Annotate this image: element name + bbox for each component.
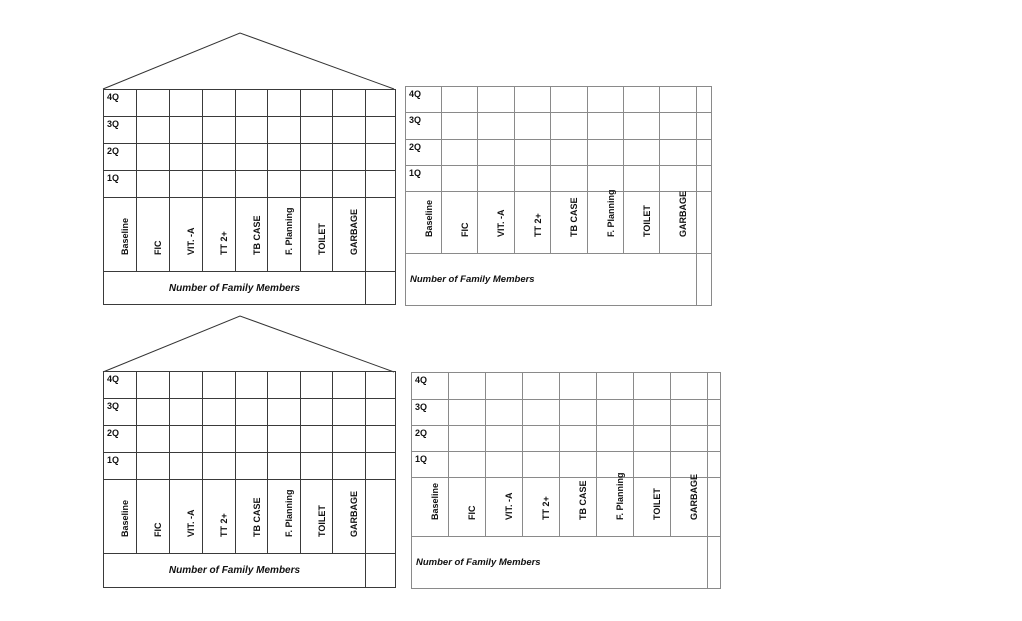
quarter-label: 3Q (104, 117, 137, 144)
house-chart-bottom-left (103, 316, 394, 585)
category-label: FIC (153, 522, 163, 537)
category-label: Baseline (120, 217, 130, 255)
category-label: TB CASE (578, 480, 588, 520)
grid-cell (301, 426, 333, 453)
grid-cell (170, 453, 203, 480)
grid-cell (551, 113, 588, 140)
category-label: FIC (153, 240, 163, 255)
quarter-label: 1Q (104, 453, 137, 480)
grid-cell (333, 90, 366, 117)
grid-cell (634, 400, 671, 426)
grid-cell (366, 480, 396, 554)
row-4q (406, 87, 712, 113)
footer-row (104, 272, 396, 305)
grid-cell (523, 373, 560, 400)
quarter-label: 4Q (406, 87, 442, 113)
grid-cell (203, 117, 236, 144)
family-members-count-cell (366, 554, 396, 588)
grid-cell (697, 140, 712, 166)
quarter-label: 3Q (406, 113, 442, 140)
category-label: Baseline (120, 499, 130, 537)
category-cell (268, 480, 301, 554)
category-cell (551, 192, 588, 254)
quarter-label: 4Q (104, 372, 137, 399)
grid-cell (708, 452, 721, 478)
category-label: TOILET (641, 205, 652, 237)
grid-cell (203, 399, 236, 426)
category-label: GARBAGE (349, 490, 359, 537)
category-label: VIT. -A (496, 209, 506, 237)
row-2q (104, 426, 396, 453)
grid-cell (486, 373, 523, 400)
category-row (104, 198, 396, 272)
category-label: TOILET (652, 488, 662, 520)
grid-cell (170, 426, 203, 453)
category-cell (478, 192, 515, 254)
grid-cell (268, 453, 301, 480)
category-cell (660, 192, 697, 254)
category-cell (170, 480, 203, 554)
quarter-label: 2Q (104, 144, 137, 171)
grid-cell (236, 453, 268, 480)
grid-cell (515, 166, 551, 192)
tracking-grid (405, 86, 712, 306)
row-4q (412, 373, 721, 400)
footer-row (412, 537, 721, 589)
grid-cell (523, 426, 560, 452)
row-3q (104, 399, 396, 426)
grid-cell (523, 452, 560, 478)
category-label: VIT. -A (186, 509, 196, 537)
category-cell (104, 198, 137, 272)
grid-cell (333, 426, 366, 453)
category-label: FIC (467, 505, 477, 520)
category-cell (301, 480, 333, 554)
category-row (104, 480, 396, 554)
footer-row (104, 554, 396, 588)
category-label: TT 2+ (532, 213, 543, 237)
category-cell (333, 480, 366, 554)
grid-cell (634, 373, 671, 400)
grid-cell (697, 166, 712, 192)
category-cell (449, 478, 486, 537)
grid-cell (551, 166, 588, 192)
grid-cell (268, 90, 301, 117)
grid-cell (203, 453, 236, 480)
grid-cell (588, 166, 624, 192)
category-cell (560, 478, 597, 537)
grid-cell (560, 373, 597, 400)
footer-row (406, 254, 712, 306)
grid-cell (478, 140, 515, 166)
category-cell (406, 192, 442, 254)
row-3q (412, 400, 721, 426)
category-label: F. Planning (605, 189, 616, 237)
category-cell (104, 480, 137, 554)
grid-cell (442, 140, 478, 166)
family-members-label: Number of Family Members (412, 537, 708, 589)
grid-cell (708, 478, 721, 537)
grid-cell (236, 372, 268, 399)
grid-cell (486, 400, 523, 426)
grid-cell (515, 113, 551, 140)
grid-cell (301, 171, 333, 198)
grid-cell (588, 140, 624, 166)
family-members-count-cell (697, 254, 712, 306)
grid-chart-top-right (405, 86, 711, 306)
grid-cell (449, 400, 486, 426)
grid-cell (708, 400, 721, 426)
family-members-label: Number of Family Members (104, 554, 366, 588)
grid-cell (137, 144, 170, 171)
grid-cell (366, 171, 396, 198)
category-cell (268, 198, 301, 272)
grid-cell (478, 113, 515, 140)
row-2q (406, 140, 712, 166)
quarter-label: 2Q (104, 426, 137, 453)
quarter-label: 2Q (412, 426, 449, 452)
grid-cell (366, 117, 396, 144)
grid-cell (624, 140, 660, 166)
grid-cell (478, 166, 515, 192)
category-label: TB CASE (251, 497, 262, 537)
grid-cell (449, 426, 486, 452)
tracking-grid (103, 89, 396, 305)
row-2q (412, 426, 721, 452)
grid-cell (697, 192, 712, 254)
grid-cell (551, 87, 588, 113)
grid-cell (203, 171, 236, 198)
family-members-label: Number of Family Members (104, 272, 366, 305)
category-label: Baseline (423, 199, 434, 237)
grid-cell (697, 87, 712, 113)
house-chart-top-left (103, 33, 394, 302)
grid-cell (137, 426, 170, 453)
grid-cell (170, 144, 203, 171)
grid-cell (301, 144, 333, 171)
grid-cell (366, 198, 396, 272)
row-4q (104, 90, 396, 117)
category-label: TOILET (316, 223, 327, 255)
category-cell (624, 192, 660, 254)
grid-cell (170, 171, 203, 198)
category-label: TOILET (316, 505, 327, 537)
category-cell (236, 480, 268, 554)
grid-cell (634, 426, 671, 452)
grid-cell (708, 426, 721, 452)
category-cell (203, 480, 236, 554)
grid-cell (560, 452, 597, 478)
grid-cell (203, 426, 236, 453)
grid-cell (137, 372, 170, 399)
grid-cell (624, 166, 660, 192)
grid-cell (333, 144, 366, 171)
grid-cell (301, 117, 333, 144)
row-3q (104, 117, 396, 144)
category-label: TT 2+ (219, 513, 229, 537)
grid-chart-bottom-right (411, 372, 720, 590)
category-cell (597, 472, 634, 537)
family-members-label: Number of Family Members (406, 254, 697, 306)
quarter-label: 3Q (412, 400, 449, 426)
grid-cell (660, 113, 697, 140)
grid-cell (236, 426, 268, 453)
category-cell (634, 478, 671, 537)
grid-cell (170, 117, 203, 144)
grid-cell (301, 372, 333, 399)
category-cell (442, 192, 478, 254)
grid-cell (449, 373, 486, 400)
category-cell (203, 198, 236, 272)
grid-cell (634, 452, 671, 478)
grid-cell (660, 166, 697, 192)
category-label: Baseline (430, 482, 440, 520)
row-1q (104, 453, 396, 480)
tracking-grid (411, 372, 721, 589)
grid-cell (203, 372, 236, 399)
category-cell (515, 192, 551, 254)
grid-cell (366, 372, 396, 399)
category-cell (588, 189, 624, 254)
quarter-label: 4Q (104, 90, 137, 117)
category-label: GARBAGE (678, 190, 688, 237)
grid-cell (301, 90, 333, 117)
grid-cell (597, 400, 634, 426)
grid-cell (366, 426, 396, 453)
quarter-label: 2Q (406, 140, 442, 166)
grid-cell (671, 426, 708, 452)
grid-cell (449, 452, 486, 478)
grid-cell (515, 140, 551, 166)
grid-cell (671, 373, 708, 400)
grid-cell (560, 426, 597, 452)
category-row (406, 192, 712, 254)
category-cell (137, 198, 170, 272)
grid-cell (268, 171, 301, 198)
category-cell (170, 198, 203, 272)
category-cell (523, 478, 560, 537)
grid-cell (170, 372, 203, 399)
family-members-count-cell (708, 537, 721, 589)
grid-cell (236, 117, 268, 144)
category-cell (137, 480, 170, 554)
grid-cell (301, 399, 333, 426)
grid-cell (333, 399, 366, 426)
category-cell (236, 198, 268, 272)
category-label: F. Planning (615, 472, 625, 520)
grid-cell (708, 373, 721, 400)
category-label: TB CASE (569, 197, 579, 237)
quarter-label: 1Q (406, 166, 442, 192)
grid-cell (170, 90, 203, 117)
category-label: VIT. -A (186, 227, 196, 255)
category-label: TT 2+ (219, 231, 229, 255)
grid-cell (268, 372, 301, 399)
grid-cell (268, 144, 301, 171)
grid-cell (203, 90, 236, 117)
grid-cell (268, 117, 301, 144)
grid-cell (236, 399, 268, 426)
category-label: VIT. -A (504, 492, 514, 520)
grid-cell (236, 90, 268, 117)
grid-cell (478, 87, 515, 113)
category-label: GARBAGE (689, 473, 699, 520)
grid-cell (624, 113, 660, 140)
category-label: GARBAGE (349, 208, 359, 255)
grid-cell (660, 140, 697, 166)
row-3q (406, 113, 712, 140)
row-4q (104, 372, 396, 399)
quarter-label: 4Q (412, 373, 449, 400)
grid-cell (551, 140, 588, 166)
grid-cell (588, 113, 624, 140)
quarter-label: 1Q (412, 452, 449, 478)
grid-cell (333, 117, 366, 144)
grid-cell (597, 426, 634, 452)
grid-cell (486, 452, 523, 478)
grid-cell (137, 90, 170, 117)
row-1q (406, 166, 712, 192)
row-1q (104, 171, 396, 198)
category-cell (671, 473, 708, 537)
grid-cell (486, 426, 523, 452)
grid-cell (203, 144, 236, 171)
category-label: F. Planning (284, 489, 294, 537)
grid-cell (236, 144, 268, 171)
grid-cell (697, 113, 712, 140)
grid-cell (333, 171, 366, 198)
grid-cell (366, 90, 396, 117)
grid-cell (624, 87, 660, 113)
category-label: TB CASE (251, 215, 262, 255)
grid-cell (366, 399, 396, 426)
grid-cell (560, 400, 597, 426)
category-label: TT 2+ (541, 496, 551, 520)
grid-cell (588, 87, 624, 113)
grid-cell (515, 87, 551, 113)
family-members-count-cell (366, 272, 396, 305)
tracking-grid (103, 371, 396, 588)
grid-cell (170, 399, 203, 426)
grid-cell (366, 144, 396, 171)
grid-cell (660, 87, 697, 113)
grid-cell (301, 453, 333, 480)
grid-cell (442, 87, 478, 113)
grid-cell (597, 373, 634, 400)
category-row (412, 478, 721, 537)
category-cell (486, 478, 523, 537)
grid-cell (442, 166, 478, 192)
grid-cell (333, 453, 366, 480)
grid-cell (366, 453, 396, 480)
grid-cell (137, 453, 170, 480)
row-2q (104, 144, 396, 171)
grid-cell (268, 426, 301, 453)
category-cell (412, 478, 449, 537)
house-roof (103, 33, 394, 90)
grid-cell (137, 117, 170, 144)
grid-cell (671, 400, 708, 426)
grid-cell (442, 113, 478, 140)
grid-cell (333, 372, 366, 399)
quarter-label: 3Q (104, 399, 137, 426)
grid-cell (137, 171, 170, 198)
grid-cell (137, 399, 170, 426)
category-cell (333, 198, 366, 272)
row-1q (412, 452, 721, 478)
category-label: FIC (459, 222, 470, 237)
grid-cell (268, 399, 301, 426)
category-label: F. Planning (284, 207, 294, 255)
category-cell (301, 198, 333, 272)
grid-cell (523, 400, 560, 426)
house-roof (103, 316, 394, 373)
quarter-label: 1Q (104, 171, 137, 198)
grid-cell (236, 171, 268, 198)
